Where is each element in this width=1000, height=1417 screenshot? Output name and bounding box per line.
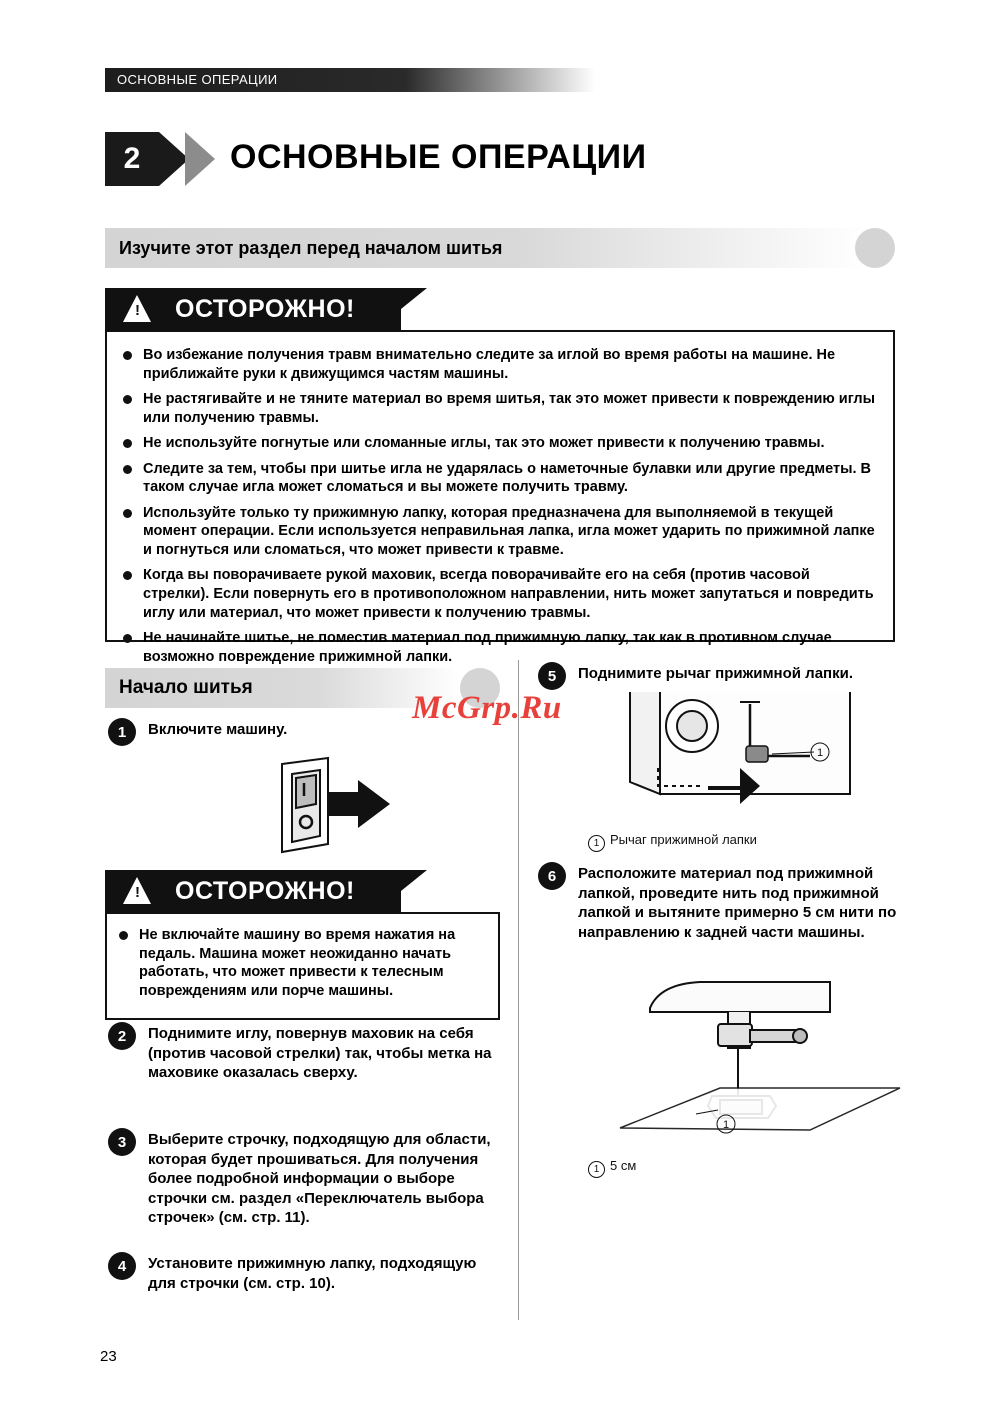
list-item: Во избежание получения травм внимательно следите за иглой во время работы на машине. Не приближайте руки к движущимся частям машины.: [117, 346, 875, 383]
caution-header-word: ОСТОРОЖНО!: [175, 295, 355, 323]
list-item: Не включайте машину во время нажатия на педаль. Машина может неожиданно начать работать, что может привести к телесным повреждениям или порче машины.: [113, 926, 484, 1000]
step-text: Установите прижимную лапку, подходящую для строчки (см. стр. 10).: [148, 1255, 477, 1292]
caution-main-list: [107, 332, 893, 666]
caution-box-small: [105, 912, 500, 1020]
svg-text:1: 1: [816, 747, 824, 759]
watermark: McGrp.Ru: [412, 690, 562, 726]
list-item: Не начинайте шитье, не поместив материал под прижимную лапку, так как в противном случае возможно повреждение прижимной лапки.: [117, 629, 875, 666]
step-text: Расположите материал под прижимной лапкой, проведите нить под прижимной лапкой и вытяните примерно 5 см нити по направлению к задней части машины.: [578, 865, 897, 941]
list-item: Используйте только ту прижимную лапку, которая предназначена для выполняемой в текущей момент операции. Если используется неправильная лапка, игла может ударить по прижимной лапке и погнуться или сломаться, что может привести к травме.: [117, 504, 875, 560]
step-number: 2: [108, 1022, 136, 1050]
list-item: Не используйте погнутые или сломанные иглы, так это может привести к получению травмы.: [117, 434, 875, 453]
section-bar-dot-icon: [855, 228, 895, 268]
step-number: 1: [108, 718, 136, 746]
step-text: Поднимите рычаг прижимной лапки.: [578, 665, 853, 682]
caution-header-tail: [401, 870, 427, 912]
step-number: 4: [108, 1252, 136, 1280]
section-bar-label: Изучите этот раздел перед началом шитья: [119, 238, 503, 258]
chapter-arrow-gray-icon: [185, 132, 215, 186]
step-number: 3: [108, 1128, 136, 1156]
step-text: Выберите строчку, подходящую для области, которая будет прошиваться. Для получения более подробной информации о выборе строчки см. раздел «Переключатель выбора строчек» (см. стр. 11).: [148, 1131, 491, 1226]
figure-caption-five-cm: [588, 1158, 636, 1178]
figure-caption-text: 5 см: [610, 1158, 637, 1173]
section-bar: [105, 228, 895, 268]
caution-header-tail: [401, 288, 427, 330]
figure-power-switch: [240, 752, 420, 862]
step-text: Поднимите иглу, повернув маховик на себя (против часовой стрелки) так, чтобы метка на маховике оказалась сверху.: [148, 1025, 492, 1081]
callout-marker: 1: [588, 1161, 605, 1178]
svg-text:1: 1: [722, 1119, 730, 1131]
figure-caption-text: Рычаг прижимной лапки: [610, 832, 757, 847]
caution-small-list: [107, 914, 498, 1000]
step-text: Включите машину.: [148, 721, 288, 738]
page-number: 23: [100, 1348, 117, 1365]
caution-header-word: ОСТОРОЖНО!: [175, 877, 355, 905]
list-item: Не растягивайте и не тяните материал во время шитья, так это может привести к повреждению иглы или получению травмы.: [117, 390, 875, 427]
figure-fabric-under-foot: [600, 978, 920, 1158]
chapter-number: 2: [105, 132, 159, 186]
caution-header-small: [105, 870, 435, 912]
step-number: 5: [538, 662, 566, 690]
caution-box-main: [105, 330, 895, 665]
warning-exclamation-label: !: [135, 884, 140, 901]
list-item: Следите за тем, чтобы при шитье игла не ударялась о наметочные булавки или другие предметы. В таком случае игла может сломаться и вы можете получить травму.: [117, 460, 875, 497]
step-number: 6: [538, 862, 566, 890]
figure-caption-presser-lever: [588, 832, 757, 852]
list-item: Когда вы поворачиваете рукой маховик, всегда поворачивайте его на себя (против часовой стрелки). Если повернуть его в противоположном направлении, нить может запутаться и повредить иглу или материал, что может привести к получению травмы.: [117, 566, 875, 622]
figure-presser-lever: [600, 690, 900, 820]
running-header-text: ОСНОВНЫЕ ОПЕРАЦИИ: [117, 72, 278, 87]
column-divider: [518, 660, 519, 1320]
caution-header-main: [105, 288, 435, 330]
page-title: ОСНОВНЫЕ ОПЕРАЦИИ: [230, 138, 647, 176]
running-header: [105, 68, 895, 92]
callout-marker: 1: [588, 835, 605, 852]
warning-exclamation-label: !: [135, 302, 140, 319]
subsection-label: Начало шитья: [119, 677, 253, 698]
